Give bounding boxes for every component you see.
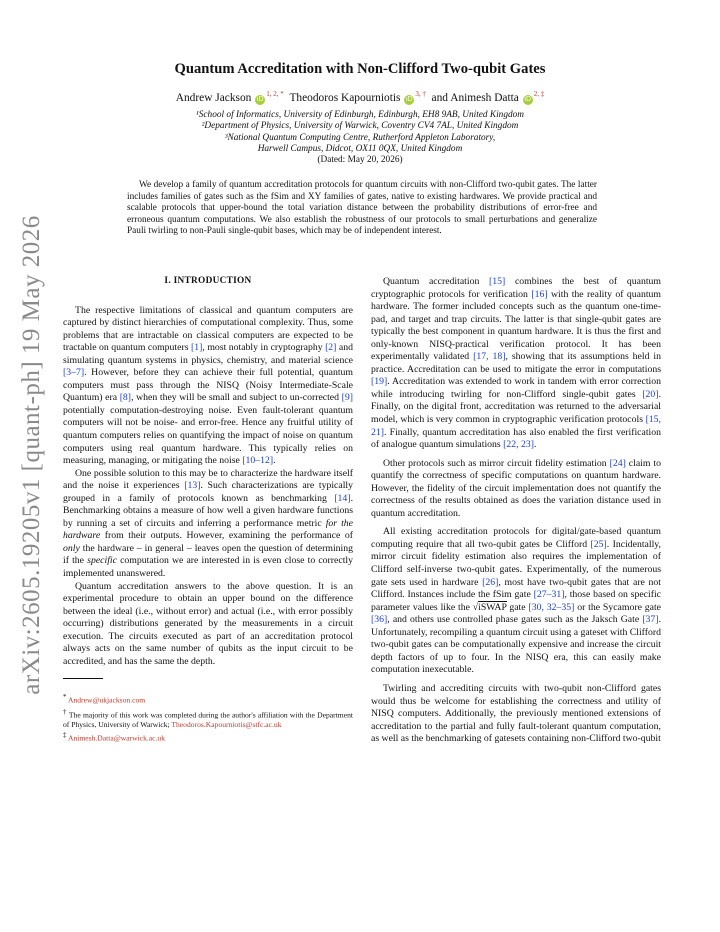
author-name: Theodoros Kapourniotis (289, 91, 401, 104)
author-name: Animesh Datta (450, 91, 519, 104)
citation-link[interactable]: [15] (489, 276, 506, 287)
arxiv-stamp: arXiv:2605.19205v1 [quant-ph] 19 May 2026 (18, 215, 45, 695)
citation-link[interactable]: [14] (334, 492, 351, 504)
citation-link[interactable]: [15, 21] (371, 414, 661, 438)
abstract: We develop a family of quantum accreditation protocols for quantum circuits with non-Clifford two-qubit gates. The latter includes families of gates such as the fSim and XY families of gates, native to existing hardwares. We provide practical and scalable protocols that upper-bound the total variation distance between the probability distributions of error-free and erroneous quantum computations. We also establish the robustness of our protocols to small perturbations and generalize Pauli twirling to non-Pauli single-qubit bases, which may be of independent interest. (127, 180, 597, 237)
citation-link[interactable]: [9] (341, 392, 354, 404)
author-affil: 3, † (415, 90, 426, 98)
left-column (63, 274, 353, 745)
right-column (371, 276, 661, 746)
affiliations (0, 110, 720, 166)
paragraph: Quantum accreditation [15] combines the best of quantum cryptographic protocols for verification [16] with the reality of quantum hardware. The former included concepts such as the quantum one-time-pad, and target and trap circuits. The latter is that single-qubit gates are typically the best component in quantum hardware. It is thus the first and only-known NISQ-practical verification protocol. It has been experimentally validated [17, 18], showing that its assumptions held in practice. Accreditation can be used to mitigate the error in computations [19]. Accreditation was extended to work in tandem with error correction while introducing twirling for non-Clifford single-qubit gates [20]. Finally, on the digital front, accreditation was returned to the adversarial model, which is very common in cryptographic verification protocols [15, 21]. Finally, quantum accreditation has also enabled the first verification of analogue quantum simulations [22, 23]. (371, 276, 661, 451)
footnote: * Andrew@ukjackson.com (63, 693, 146, 705)
affiliation-line: ²Department of Physics, University of Warwick, Coventry CV4 7AL, United Kingdom (201, 121, 519, 132)
math-iswap: iSWAP (478, 601, 507, 613)
paragraph: Twirling and accrediting circuits with two-qubit non-Clifford gates would thus be welcome for establishing the correctness and utility of NISQ computers. Additionally, the previously mentioned extensions of accreditation to the partial and fully fault-tolerant quantum computation, as well as the benchmarking of gatesets containing non-Clifford two-qubit (371, 682, 661, 745)
footnote: ‡ Animesh.Datta@warwick.ac.uk (63, 731, 166, 743)
orcid-icon[interactable]: iD (256, 95, 264, 103)
author-affil: 2, ‡ (533, 90, 545, 98)
paragraph: Other protocols such as mirror circuit fidelity estimation [24] claim to quantify the correctness of specific computations on quantum hardware. However, the fidelity of the circuit implementation does not quantify the correctness of the results obtained as does the variation distance used in quantum accreditation. (371, 457, 661, 519)
citation-link[interactable]: [27–31] (533, 589, 565, 601)
citation-link[interactable]: [16] (531, 288, 548, 300)
footnote: † The majority of this work was completed during the author's affiliation with the Department of Physics, University of Warwick; Theodoros.Kapourniotis@stfc.ac.uk (63, 707, 353, 729)
orcid-icon[interactable]: iD (406, 95, 413, 103)
citation-link[interactable]: [2] (325, 342, 337, 354)
citation-link[interactable]: [36] (371, 614, 388, 626)
paragraph: All existing accreditation protocols for digital/gate-based quantum computing require that all two-qubit gates be Clifford [25]. Incidentally, mirror circuit fidelity estimation also requires the implementation of Clifford self-inverse two-qubit gates. Experimentally, of the numerous gate sets used in hardware [26], most have two-qubit gates that are not Clifford. Instances include the fSim gate [27–31], those based on specific parameter values like the √iSWAP gate [30, 32–35] or the Sycamore gate [36], and others use controlled phase gates such as the Jaksch Gate [37]. Unfortunately, recompiling a quantum circuit using a gateset with Clifford two-qubit gates can be computationally expensive and increase the circuit depth factors of up to four. In the NISQ era, this can easily make computation inexecutable. (371, 526, 662, 676)
citation-link[interactable]: [22, 23] (503, 439, 535, 451)
affiliation-line: ¹School of Informatics, University of Edinburgh, Edinburgh, EH8 9AB, United Kingdom (196, 110, 524, 120)
email-link[interactable]: Theodoros.Kapourniotis@stfc.ac.uk (171, 719, 282, 729)
citation-link[interactable]: [24] (609, 457, 626, 469)
citation-link[interactable]: [37] (642, 614, 659, 626)
email-link[interactable]: Andrew@ukjackson.com (67, 695, 146, 705)
affiliation-line: Harwell Campus, Didcot, OX11 0QX, United Kingdom (257, 143, 463, 154)
author-affil: 1, 2, * (266, 90, 284, 98)
paragraph: The respective limitations of classical and quantum computers are captured by distinct hierarchies of computational complexity. Thus, some problems that are intractable on classical computers are expected to be tractable on quantum computers [1], most notably in cryptography [2] and simulating quantum systems in physics, chemistry, and material science [3–7]. However, before they can achieve their full potential, quantum computers must pass through the NISQ (Noisy Intermediate-Scale Quantum) era [8], when they will be small and subject to un-corrected [9] potentially computation-destroying noise. Even fault-tolerant quantum computers will not be noise- and error-free. Hence any fruitful utility of quantum computers relies on quantifying the impact of noise on quantum computers using real quantum hardware. This typically relies on measuring, managing, or mitigating the noise [10–12]. (63, 304, 354, 467)
citation-link[interactable]: [17, 18] (473, 351, 506, 363)
citation-link[interactable]: [13] (184, 480, 201, 492)
citation-link[interactable]: [1] (191, 342, 203, 354)
author-list (0, 90, 720, 105)
paragraph: One possible solution to this may be to characterize the hardware itself and the noise it experiences [13]. Such characterizations are typically grouped in a family of protocols known as benchmarking [14]. Benchmarking obtains a measure of how well a given hardware functions by running a set of circuits and inferring a performance metric for the hardware from their outputs. However, examining the performance of only the hardware – in general – leaves open the question of determining if the specific computation we are interested in is even close to correctly implemented unanswered. (63, 467, 354, 580)
paper-title: Quantum Accreditation with Non-Clifford Two-qubit Gates (174, 61, 546, 77)
paragraph: Quantum accreditation answers to the above question. It is an experimental procedure to obtain an upper bound on the difference between the ideal (i.e., without error) and actual (i.e., with error possibly occurring) distributions generated by the measurements in a circuit execution. The circuits executed as part of an accreditation protocol always acts on the same number of qubits as the input circuit to be accredited, and has the same the depth. (63, 580, 353, 667)
citation-link[interactable]: [19] (371, 376, 388, 388)
footnote-divider (63, 678, 103, 679)
sqrt-symbol: √ (472, 601, 479, 613)
citation-link[interactable]: [8] (119, 392, 132, 404)
date-line: (Dated: May 20, 2026) (317, 155, 403, 166)
citation-link[interactable]: [3–7] (63, 367, 85, 379)
citation-link[interactable]: [20] (642, 388, 659, 400)
author-conjunction: and (431, 91, 448, 104)
citation-link[interactable]: [26] (482, 576, 499, 588)
author-name: Andrew Jackson (175, 91, 252, 104)
citation-link[interactable]: [10–12] (242, 455, 274, 467)
affiliation-line: ³National Quantum Computing Centre, Rutherford Appleton Laboratory, (224, 132, 496, 143)
email-link[interactable]: Animesh.Datta@warwick.ac.uk (67, 733, 166, 743)
orcid-icon[interactable]: iD (524, 95, 532, 103)
citation-link[interactable]: [30, 32–35] (528, 601, 575, 613)
citation-link[interactable]: [25] (590, 538, 607, 550)
section-heading: I. INTRODUCTION (164, 276, 252, 286)
